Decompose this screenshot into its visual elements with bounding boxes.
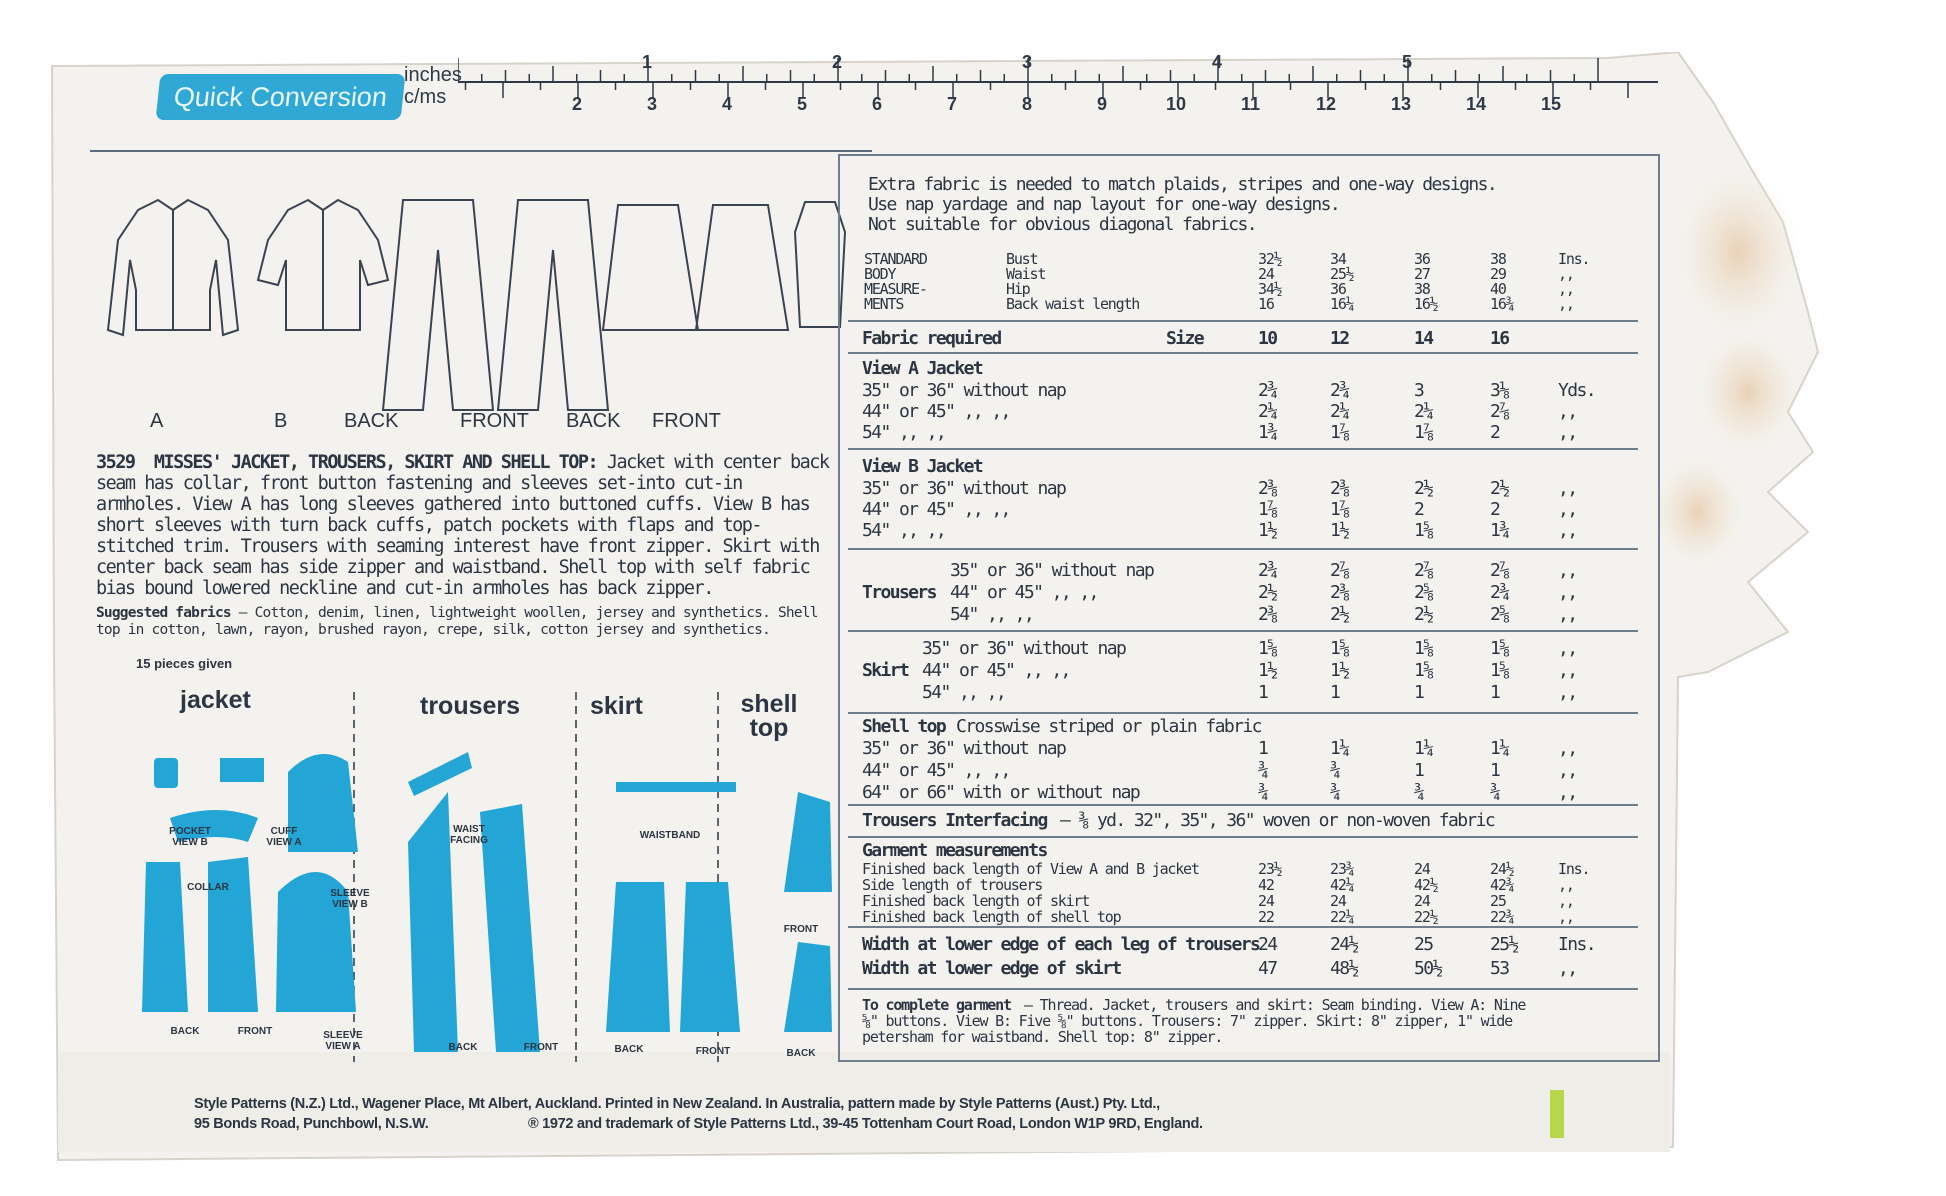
measurement-row-2-name: Waist	[1006, 265, 1046, 283]
skirt-row-2-size-2: 1½	[1330, 660, 1349, 681]
skirt-row-3-size-4: 1	[1490, 682, 1500, 703]
ruler-inch-4: 4	[1212, 52, 1223, 72]
divider-garment	[848, 836, 1638, 838]
shell-top-subtitle: Crosswise striped or plain fabric	[956, 716, 1261, 737]
trousers-row-1-unit: ,,	[1558, 560, 1577, 581]
sketch-label-a: A	[150, 410, 164, 432]
view-a-row-2-size-2: 2¼	[1330, 401, 1349, 422]
pattern-title: MISSES' JACKET, TROUSERS, SKIRT AND SHELL TOP:	[153, 452, 598, 473]
pattern-description	[96, 452, 832, 639]
suggested-fabrics	[96, 605, 832, 639]
note-line-3: Not suitable for obvious diagonal fabrics.	[868, 214, 1256, 235]
divider-skirt	[848, 630, 1638, 632]
footer-line-1: Style Patterns (N.Z.) Ltd., Wagener Place, Mt Albert, Auckland. Printed in New Zealand. In Australia, pattern made by Style Patterns (Aust.) Pty. Ltd.,	[194, 1096, 1160, 1112]
measurement-row-2-size-2: 25½	[1330, 265, 1354, 283]
ruler-inch-3: 3	[1022, 52, 1033, 72]
to-complete-line-1: — Thread. Jacket, trousers and skirt: Seam binding. View A: Nine	[1024, 996, 1526, 1014]
size-14: 14	[1414, 328, 1433, 349]
view-a-row-3-name: 54" ,, ,,	[862, 422, 946, 443]
label-shell-front: FRONT	[783, 924, 819, 935]
interfacing-text: — ⅜ yd. 32", 35", 36" woven or non-woven fabric	[1060, 810, 1495, 831]
sketch-label-front-1: FRONT	[460, 410, 529, 432]
divider-shell-top	[848, 712, 1638, 714]
width-row-1-size-2: 24½	[1330, 934, 1358, 955]
ruler-inch-2: 2	[832, 52, 843, 72]
divider-widths	[848, 926, 1638, 928]
garment-row-1-name: Finished back length of View A and B jacket	[862, 860, 1199, 878]
sketch-label-back-2: BACK	[566, 410, 621, 432]
garment-row-4-size-3: 22½	[1414, 908, 1438, 926]
size-label: Size	[1166, 328, 1203, 349]
garment-row-3-size-2: 24	[1330, 892, 1346, 910]
view-a-row-1-unit: Yds.	[1558, 380, 1595, 401]
shell-top-row-3-name: 64" or 66" with or without nap	[862, 782, 1140, 803]
piece-waistband	[616, 782, 736, 792]
ruler-cm-14: 14	[1466, 94, 1487, 112]
garment-row-1-size-4: 24½	[1490, 860, 1514, 878]
trousers-row-1-size-2: 2⅞	[1330, 560, 1349, 581]
trousers-row-2-size-2: 2⅜	[1330, 582, 1349, 603]
ruler-cm-10: 10	[1166, 94, 1187, 112]
garment-row-4-size-1: 22	[1258, 908, 1274, 926]
view-a-row-1-size-2: 2¾	[1330, 380, 1349, 401]
label-cuff-view-a: CUFF VIEW A	[266, 826, 302, 848]
ruler-cm-5: 5	[797, 94, 808, 112]
view-b-row-1-name: 35" or 36" without nap	[862, 478, 1066, 499]
measurements-label-3: MEASURE-	[864, 280, 927, 298]
measurement-row-4-size-4: 16¾	[1490, 295, 1514, 313]
group-jacket: jacket	[180, 686, 251, 714]
ruler-cm-12: 12	[1316, 94, 1337, 112]
pattern-envelope	[48, 52, 1908, 1162]
trousers-row-1-size-1: 2¾	[1258, 560, 1277, 581]
garment-row-1-size-3: 24	[1414, 860, 1430, 878]
trousers-row-2-size-4: 2¾	[1490, 582, 1509, 603]
label-pocket-view-b: POCKET VIEW B	[169, 826, 211, 848]
pattern-description-body: Jacket with center back seam has collar, front button fastening and sleeves set-into cut-in armholes. View A has long sleeves gathered into buttoned cuffs. View B has short sleeves with turn back cuffs, patch pockets with flaps and top-stitched trim. Trousers with seaming interest have front zipper. Skirt with center back seam has side zipper and waistband. Shell top with self fabric bias bound lowered neckline and cut-in armholes has back zipper.	[96, 452, 829, 599]
garment-row-2-size-3: 42½	[1414, 876, 1438, 894]
skirt-row-3-size-2: 1	[1330, 682, 1340, 703]
skirt-row-3-size-3: 1	[1414, 682, 1424, 703]
measurement-row-2-size-1: 24	[1258, 265, 1274, 283]
trousers-row-3-size-4: 2⅝	[1490, 604, 1509, 625]
label-shell-back: BACK	[786, 1048, 816, 1059]
measurement-row-4-unit: ,,	[1558, 295, 1574, 313]
view-b-row-2-size-3: 2	[1414, 499, 1424, 520]
garment-row-3-size-1: 24	[1258, 892, 1274, 910]
shell-top-row-2-size-1: ¾	[1258, 760, 1268, 781]
skirt-back-sketch	[603, 205, 698, 330]
shell-top-row-1-size-4: 1¼	[1490, 738, 1509, 759]
view-a-row-3-size-3: 1⅞	[1414, 422, 1433, 443]
piece-pocket	[154, 758, 178, 788]
ruler-cm-7: 7	[947, 94, 958, 112]
view-a-row-3-size-2: 1⅞	[1330, 422, 1349, 443]
divider-interfacing	[848, 804, 1638, 806]
trousers-row-3-name: 54" ,, ,,	[950, 604, 1034, 625]
measurement-row-2-unit: ,,	[1558, 265, 1574, 283]
skirt-row-2-name: 44" or 45" ,, ,,	[922, 660, 1070, 681]
measurement-row-4-size-1: 16	[1258, 295, 1274, 313]
quick-conversion-badge	[156, 74, 406, 120]
ruler-inch-1: 1	[642, 52, 653, 72]
width-row-1-unit: Ins.	[1558, 934, 1595, 955]
sketch-label-front-2: FRONT	[652, 410, 721, 432]
garment-row-2-size-4: 42¾	[1490, 876, 1514, 894]
shell-top-row-3-size-3: ¾	[1414, 782, 1424, 803]
skirt-row-2-size-4: 1⅝	[1490, 660, 1509, 681]
view-b-title: View B Jacket	[862, 456, 983, 477]
skirt-row-1-size-2: 1⅝	[1330, 638, 1349, 659]
ruler-cm-9: 9	[1097, 94, 1108, 112]
ruler-cm-2: 2	[572, 94, 583, 112]
piece-skirt-back	[606, 882, 670, 1032]
view-a-row-2-size-3: 2¼	[1414, 401, 1433, 422]
skirt-front-sketch	[696, 205, 788, 330]
width-row-2-size-4: 53	[1490, 958, 1509, 979]
measurement-row-2-size-3: 27	[1414, 265, 1430, 283]
label-collar: COLLAR	[187, 882, 229, 893]
view-b-row-2-size-4: 2	[1490, 499, 1500, 520]
measurement-row-4-name: Back waist length	[1006, 295, 1140, 313]
view-b-row-1-size-4: 2½	[1490, 478, 1509, 499]
garment-row-3-size-4: 25	[1490, 892, 1506, 910]
garment-row-1-unit: Ins.	[1558, 860, 1590, 878]
divider-complete	[848, 988, 1638, 990]
shell-top-row-3-size-4: ¾	[1490, 782, 1500, 803]
to-complete-label: To complete garment	[862, 996, 1011, 1014]
view-b-row-3-unit: ,,	[1558, 520, 1577, 541]
size-16: 16	[1490, 328, 1509, 349]
view-a-row-2-name: 44" or 45" ,, ,,	[862, 401, 1010, 422]
skirt-row-2-unit: ,,	[1558, 660, 1577, 681]
shell-top-row-2-name: 44" or 45" ,, ,,	[862, 760, 1010, 781]
garment-sketches	[98, 180, 798, 420]
width-row-1-size-4: 25½	[1490, 934, 1518, 955]
measurement-row-4-size-2: 16¼	[1330, 295, 1354, 313]
trousers-row-1-name: 35" or 36" without nap	[950, 560, 1154, 581]
piece-waist-facing	[408, 752, 472, 796]
ruler-inch-5: 5	[1402, 52, 1413, 72]
inches-label: inches	[404, 64, 462, 86]
view-a-row-2-size-4: 2⅞	[1490, 401, 1509, 422]
skirt-row-1-unit: ,,	[1558, 638, 1577, 659]
shell-top-row-2-size-4: 1	[1490, 760, 1500, 781]
garment-row-4-unit: ,,	[1558, 908, 1574, 926]
width-row-1-name: Width at lower edge of each leg of trousers	[862, 934, 1260, 955]
view-b-row-2-size-1: 1⅞	[1258, 499, 1277, 520]
shell-top-row-3-size-2: ¾	[1330, 782, 1340, 803]
measurement-row-3-size-1: 34½	[1258, 280, 1282, 298]
quick-conversion-text: Quick Conversion	[172, 82, 389, 112]
shell-top-row-1-size-2: 1¼	[1330, 738, 1349, 759]
skirt-row-2-size-1: 1½	[1258, 660, 1277, 681]
skirt-row-1-size-4: 1⅝	[1490, 638, 1509, 659]
skirt-row-2-size-3: 1⅝	[1414, 660, 1433, 681]
measurements-label-4: MENTS	[864, 295, 904, 313]
group-skirt: skirt	[590, 692, 643, 720]
skirt-row-1-name: 35" or 36" without nap	[922, 638, 1126, 659]
divider-fabric-required	[848, 320, 1638, 322]
footer-line-2a: 95 Bonds Road, Punchbowl, N.S.W.	[194, 1116, 429, 1132]
view-b-row-3-name: 54" ,, ,,	[862, 520, 946, 541]
trousers-row-2-size-1: 2½	[1258, 582, 1277, 603]
measurement-row-2-size-4: 29	[1490, 265, 1506, 283]
shell-top-row-1-name: 35" or 36" without nap	[862, 738, 1066, 759]
width-row-1-size-1: 24	[1258, 934, 1277, 955]
measurement-row-3-size-4: 40	[1490, 280, 1506, 298]
label-waist-facing: WAIST FACING	[450, 824, 488, 846]
to-complete-line-2: ⅝" buttons. View B: Five ⅝" buttons. Trousers: 7" zipper. Skirt: 8" zipper, 1" wide	[862, 1012, 1512, 1030]
trousers-row-3-unit: ,,	[1558, 604, 1577, 625]
sketch-label-back-1: BACK	[344, 410, 399, 432]
piece-skirt-front	[680, 882, 740, 1032]
measurement-row-1-name: Bust	[1006, 250, 1038, 268]
measurement-row-1-size-1: 32½	[1258, 250, 1282, 268]
garment-row-2-name: Side length of trousers	[862, 876, 1043, 894]
ruler-cm-13: 13	[1391, 94, 1412, 112]
piece-cuff	[220, 758, 264, 782]
measurement-row-3-unit: ,,	[1558, 280, 1574, 298]
width-row-2-unit: ,,	[1558, 958, 1577, 979]
width-row-1-size-3: 25	[1414, 934, 1433, 955]
suggested-fabrics-label: Suggested fabrics	[96, 605, 231, 621]
shell-top-row-3-unit: ,,	[1558, 782, 1577, 803]
garment-row-1-size-2: 23¾	[1330, 860, 1354, 878]
shell-top-row-2-size-2: ¾	[1330, 760, 1340, 781]
garment-row-3-size-3: 24	[1414, 892, 1430, 910]
trousers-title: Trousers	[862, 582, 936, 603]
garment-row-3-unit: ,,	[1558, 892, 1574, 910]
measurement-row-1-size-3: 36	[1414, 250, 1430, 268]
trousers-row-3-size-3: 2½	[1414, 604, 1433, 625]
ruler-cm-11: 11	[1241, 94, 1261, 112]
measurements-label-1: STANDARD	[864, 250, 927, 268]
view-a-row-2-unit: ,,	[1558, 401, 1577, 422]
trousers-row-2-size-3: 2⅝	[1414, 582, 1433, 603]
piece-jacket-front	[208, 857, 258, 1012]
ruler-cm-15: 15	[1541, 94, 1562, 112]
piece-shell-front	[784, 792, 832, 892]
ruler-cm-6: 6	[872, 94, 883, 112]
measurement-row-1-size-2: 34	[1330, 250, 1346, 268]
width-row-2-size-2: 48½	[1330, 958, 1358, 979]
view-a-title: View A Jacket	[862, 358, 983, 379]
size-10: 10	[1258, 328, 1277, 349]
view-b-row-3-size-3: 1⅝	[1414, 520, 1433, 541]
ruler-ticks	[458, 52, 1658, 112]
cms-label: c/ms	[404, 86, 447, 108]
view-b-row-2-size-2: 1⅞	[1330, 499, 1349, 520]
ruler-cm-8: 8	[1022, 94, 1033, 112]
trousers-row-1-size-4: 2⅞	[1490, 560, 1509, 581]
view-b-row-2-unit: ,,	[1558, 499, 1577, 520]
view-a-row-3-size-4: 2	[1490, 422, 1500, 443]
shell-top-row-3-size-1: ¾	[1258, 782, 1268, 803]
trousers-row-1-size-3: 2⅞	[1414, 560, 1433, 581]
note-line-2: Use nap yardage and nap layout for one-way designs.	[868, 194, 1340, 215]
fabric-required-label: Fabric required	[862, 328, 1001, 349]
view-b-row-1-unit: ,,	[1558, 478, 1577, 499]
view-b-row-3-size-1: 1½	[1258, 520, 1277, 541]
garment-measurements-title: Garment measurements	[862, 840, 1047, 861]
suggested-fabrics-text: — Cotton, denim, linen, lightweight woollen, jersey and synthetics. Shell top in cotton, lawn, rayon, brushed rayon, crepe, silk, cotton jersey and synthetics.	[96, 605, 818, 638]
pieces-count: 15 pieces given	[136, 656, 233, 671]
view-a-row-1-name: 35" or 36" without nap	[862, 380, 1066, 401]
trousers-back-sketch	[383, 200, 493, 410]
width-row-2-name: Width at lower edge of skirt	[862, 958, 1121, 979]
shell-top-title: Shell top	[862, 716, 946, 737]
shell-top-row-1-unit: ,,	[1558, 738, 1577, 759]
footer-line-2b: ® 1972 and trademark of Style Patterns Ltd., 39-45 Tottenham Court Road, London W1P 9RD, England.	[528, 1116, 1203, 1132]
trousers-row-2-name: 44" or 45" ,, ,,	[950, 582, 1098, 603]
skirt-row-1-size-3: 1⅝	[1414, 638, 1433, 659]
garment-row-4-size-2: 22¼	[1330, 908, 1354, 926]
divider-view-b	[848, 448, 1638, 450]
label-trousers-front: FRONT	[523, 1042, 559, 1053]
measurement-row-3-name: Hip	[1006, 280, 1030, 298]
view-a-row-2-size-1: 2¼	[1258, 401, 1277, 422]
garment-row-2-size-1: 42	[1258, 876, 1274, 894]
skirt-row-3-unit: ,,	[1558, 682, 1577, 703]
label-jacket-back: BACK	[170, 1026, 200, 1037]
shell-top-row-2-size-3: 1	[1414, 760, 1424, 781]
view-a-row-1-size-4: 3⅛	[1490, 380, 1509, 401]
divider-view-a	[848, 352, 1638, 354]
interfacing-label: Trousers Interfacing	[862, 810, 1047, 831]
group-trousers: trousers	[420, 692, 521, 720]
skirt-row-3-name: 54" ,, ,,	[922, 682, 1006, 703]
garment-row-1-size-1: 23½	[1258, 860, 1282, 878]
to-complete-line-3: petersham for waistband. Shell top: 8" zipper.	[862, 1028, 1223, 1046]
divider-trousers	[848, 548, 1638, 550]
garment-row-2-size-2: 42¼	[1330, 876, 1354, 894]
ruler-cm-3: 3	[647, 94, 658, 112]
piece-shell-back	[784, 942, 832, 1032]
view-b-row-1-size-2: 2⅜	[1330, 478, 1349, 499]
view-b-row-3-size-4: 1¾	[1490, 520, 1509, 541]
measurement-row-3-size-2: 36	[1330, 280, 1346, 298]
view-b-row-2-name: 44" or 45" ,, ,,	[862, 499, 1010, 520]
view-a-row-1-size-1: 2¾	[1258, 380, 1277, 401]
measurement-row-4-size-3: 16½	[1414, 295, 1438, 313]
measurement-row-3-size-3: 38	[1414, 280, 1430, 298]
width-row-2-size-3: 50½	[1414, 958, 1442, 979]
measurements-label-2: BODY	[864, 265, 896, 283]
width-row-2-size-1: 47	[1258, 958, 1277, 979]
label-jacket-front: FRONT	[237, 1026, 273, 1037]
note-line-1: Extra fabric is needed to match plaids, stripes and one-way designs.	[868, 174, 1497, 195]
trousers-row-3-size-1: 2⅜	[1258, 604, 1277, 625]
view-b-row-1-size-3: 2½	[1414, 478, 1433, 499]
ruler-cm-4: 4	[722, 94, 733, 112]
skirt-title: Skirt	[862, 660, 909, 681]
label-sleeve-view-a: SLEEVE VIEW A	[323, 1030, 363, 1052]
label-sleeve-view-b: SLEEVE VIEW B	[330, 888, 370, 910]
view-a-row-3-unit: ,,	[1558, 422, 1577, 443]
measurement-row-1-unit: Ins.	[1558, 250, 1590, 268]
size-12: 12	[1330, 328, 1349, 349]
view-a-row-3-size-1: 1¾	[1258, 422, 1277, 443]
sketch-label-b: B	[274, 410, 288, 432]
skirt-row-3-size-1: 1	[1258, 682, 1268, 703]
view-a-row-1-size-3: 3	[1414, 380, 1424, 401]
trousers-row-3-size-2: 2½	[1330, 604, 1349, 625]
group-shell-top: shell top	[740, 690, 798, 742]
garment-row-3-name: Finished back length of skirt	[862, 892, 1090, 910]
skirt-row-1-size-1: 1⅝	[1258, 638, 1277, 659]
shell-top-row-1-size-3: 1¼	[1414, 738, 1433, 759]
label-skirt-front: FRONT	[695, 1046, 731, 1057]
trousers-front-sketch	[498, 200, 608, 410]
trousers-row-2-unit: ,,	[1558, 582, 1577, 603]
label-trousers-back: BACK	[448, 1042, 478, 1053]
label-waistband: WAISTBAND	[639, 830, 701, 841]
view-b-row-1-size-1: 2⅜	[1258, 478, 1277, 499]
measurement-row-1-size-4: 38	[1490, 250, 1506, 268]
garment-row-4-name: Finished back length of shell top	[862, 908, 1121, 926]
green-tab-marker	[1550, 1090, 1564, 1138]
shell-top-row-1-size-1: 1	[1258, 738, 1268, 759]
pattern-number: 3529	[96, 452, 135, 473]
garment-row-2-unit: ,,	[1558, 876, 1574, 894]
label-skirt-back: BACK	[614, 1044, 644, 1055]
garment-row-4-size-4: 22¾	[1490, 908, 1514, 926]
view-b-row-3-size-2: 1½	[1330, 520, 1349, 541]
shell-top-row-2-unit: ,,	[1558, 760, 1577, 781]
